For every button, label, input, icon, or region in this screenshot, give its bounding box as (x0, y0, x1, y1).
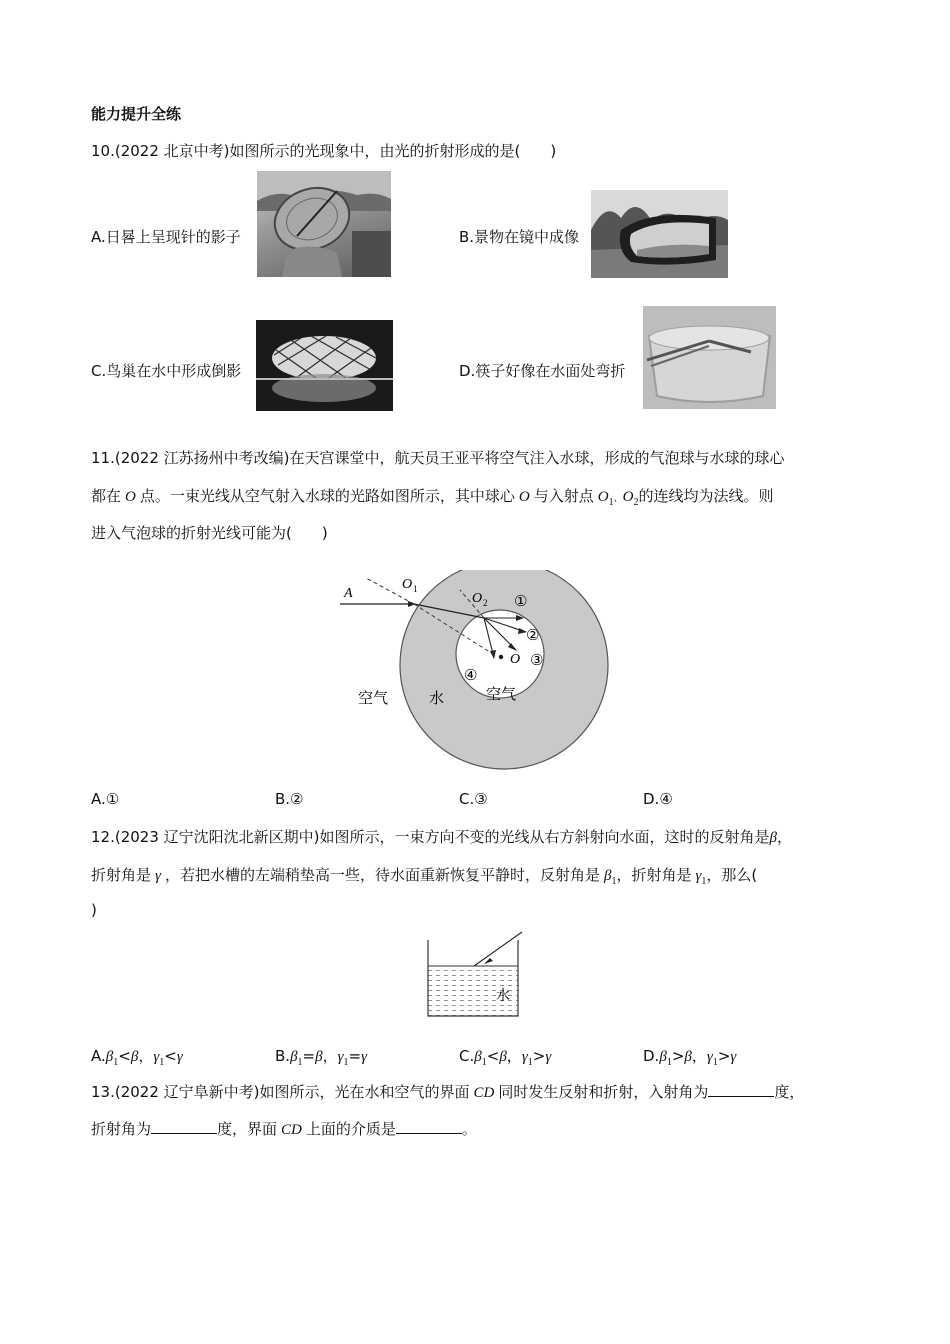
q12-option-c: $C.\beta_1<\beta$，$\gamma_1>\gamma$ (459, 1047, 552, 1068)
center-point-o (499, 655, 503, 659)
q12-option-d: $D.\beta_1>\beta$，$\gamma_1>\gamma$ (643, 1047, 737, 1068)
ray-label-2: ② (526, 626, 540, 644)
section-title: 能力提升全练 (91, 105, 182, 123)
q11-option-c: C.③ (459, 790, 488, 808)
label-water: 水 (496, 988, 510, 1004)
svg-text:O: O (472, 591, 483, 606)
answer-blank-refraction[interactable] (151, 1119, 217, 1134)
q12-option-a: $A.\beta_1<\beta$，$\gamma_1<\gamma$ (91, 1047, 183, 1068)
sundial-photo (257, 171, 391, 277)
svg-text:2: 2 (483, 598, 488, 608)
q12-line1: 12.(2023 辽宁沈阳沈北新区期中)如图所示，一束方向不变的光线从右方斜射向水面，这时的反射角是β， (91, 828, 793, 846)
label-a: A (344, 586, 353, 601)
q11-bubble-figure (330, 570, 620, 770)
q11-line1: 11.(2022 江苏扬州中考改编)在天宫课堂中，航天员王亚平将空气注入水球，形成的气泡球与水球的球心 (91, 449, 785, 467)
ray-label-3: ③ (530, 651, 544, 669)
answer-blank-medium[interactable] (396, 1119, 462, 1134)
q11-line3: 进入气泡球的折射光线可能为( ) (91, 524, 328, 542)
answer-blank-incidence[interactable] (708, 1082, 774, 1097)
q11-option-a: A.① (91, 790, 120, 808)
q10-option-a: A.日晷上呈现针的影子 (91, 228, 241, 246)
q12-tank-figure (420, 928, 530, 1020)
ray-label-1: ① (514, 592, 528, 610)
q11-line2: 都在 O 点。一束光线从空气射入水球的光路如图所示，其中球心 O 与入射点 $O_1$、$O_2$的连线均为法线。则 (91, 487, 774, 508)
q11-option-d: D.④ (643, 790, 673, 808)
label-water: 水 (429, 689, 445, 707)
q13-line2: 折射角为 度，界面 CD 上面的介质是 。 (91, 1120, 477, 1138)
svg-text:O: O (510, 652, 521, 667)
q11-option-b: B.② (275, 790, 304, 808)
ray-label-4: ④ (464, 666, 478, 684)
label-air-outer: 空气 (358, 689, 389, 707)
q10-option-c: C.鸟巢在水中形成倒影 (91, 362, 242, 380)
q10-option-b: B.景物在镜中成像 (459, 228, 580, 246)
q12-line2: 折射角是 γ ，若把水槽的左端稍垫高一些，待水面重新恢复平静时，反射角是 $\beta_1$，折射角是 $\gamma_1$，那么( (91, 866, 758, 887)
q12-option-b: $B.\beta_1=\beta$，$\gamma_1=\gamma$ (275, 1047, 368, 1068)
svg-text:O: O (402, 577, 413, 592)
light-ray (474, 932, 522, 966)
mirror-photo (591, 190, 728, 278)
chopsticks-photo (643, 306, 776, 409)
q13-line1: 13.(2022 辽宁阜新中考)如图所示，光在水和空气的界面 CD 同时发生反射和折射，入射角为 度， (91, 1083, 805, 1101)
q10-option-d: D.筷子好像在水面处弯折 (459, 362, 626, 380)
label-air-inner: 空气 (486, 685, 517, 703)
q10-stem: 10.(2022 北京中考)如图所示的光现象中，由光的折射形成的是( ) (91, 142, 557, 160)
q12-line3: ) (91, 901, 97, 919)
svg-text:1: 1 (413, 584, 418, 594)
birds-nest-photo (256, 320, 393, 411)
